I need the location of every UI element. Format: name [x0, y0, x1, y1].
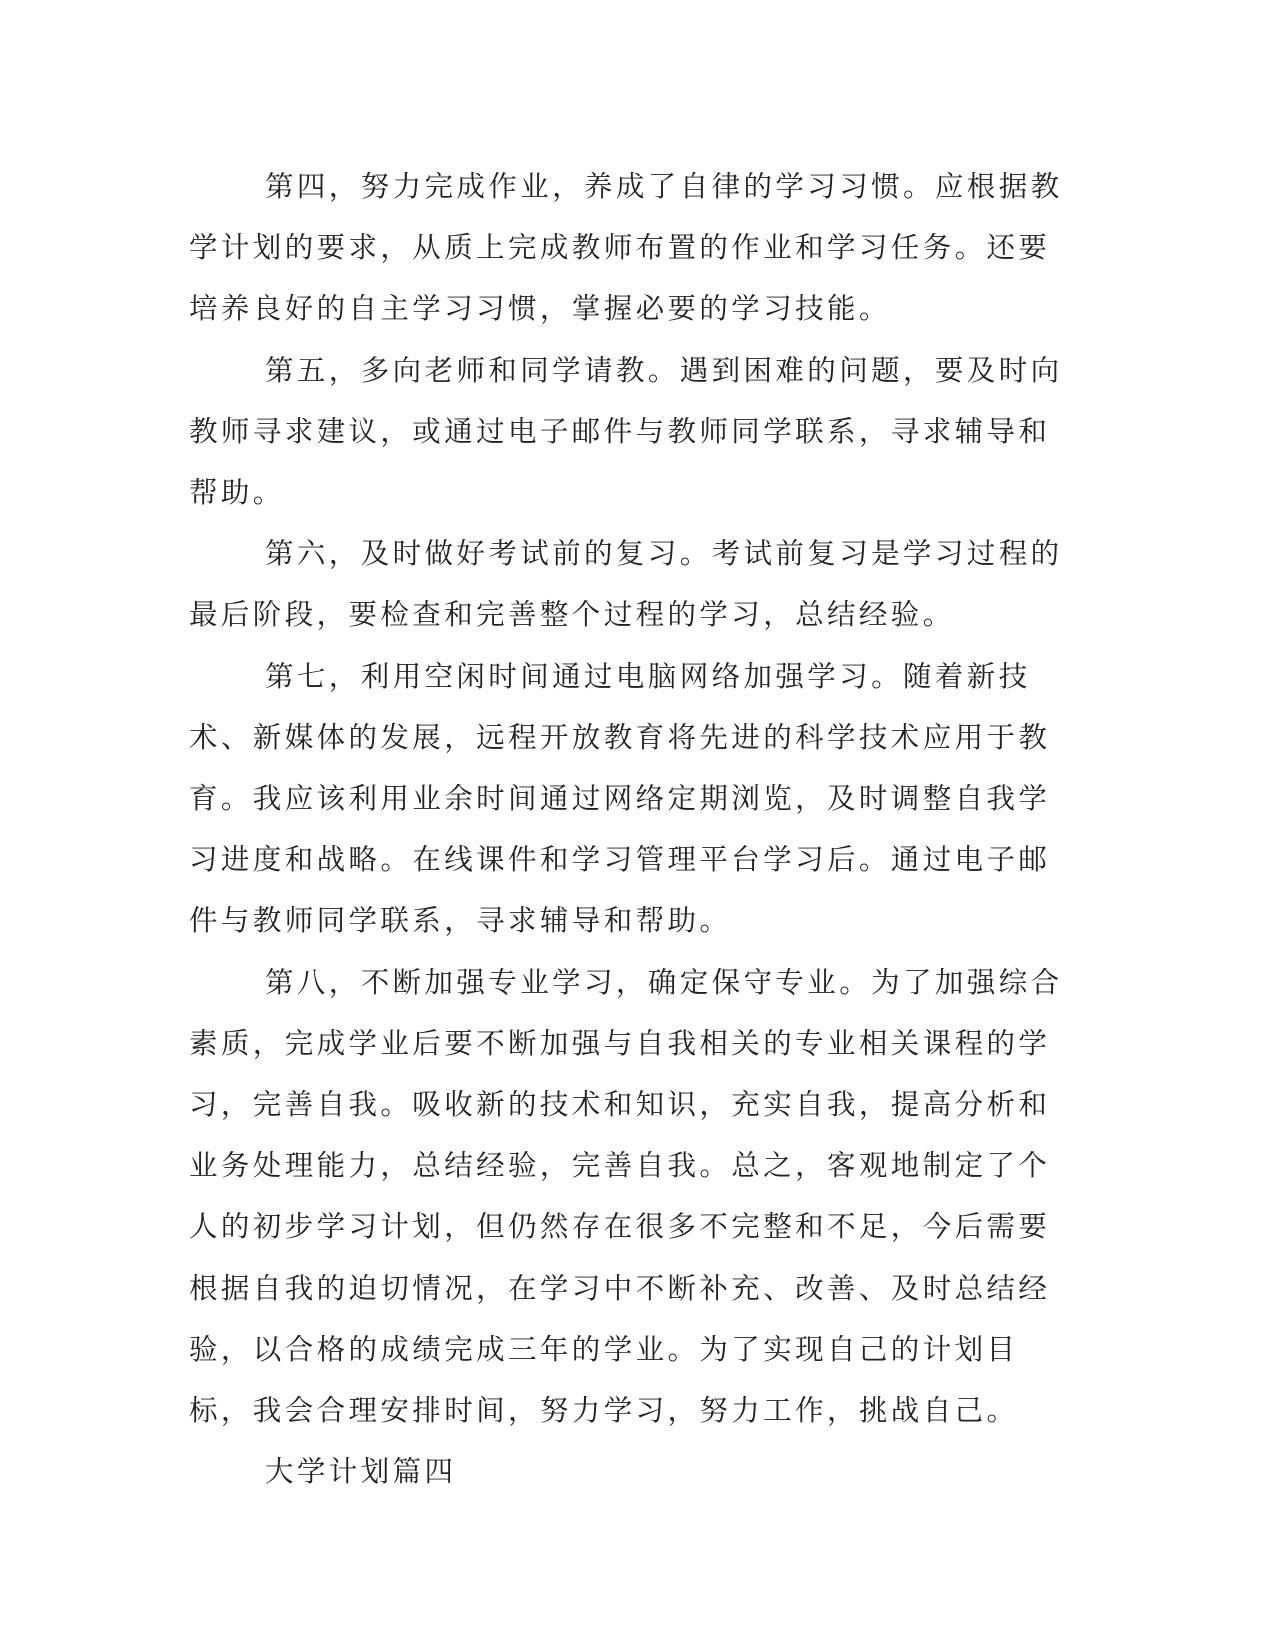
paragraph-seventh: 第七，利用空闲时间通过电脑网络加强学习。随着新技术、新媒体的发展，远程开放教育将先进的科学技术应用于教育。我应该利用业余时间通过网络定期浏览，及时调整自我学习进度和战略。在线课件和学习管理平台学习后。通过电子邮件与教师同学联系，寻求辅导和帮助。: [189, 659, 1051, 938]
paragraph-fourth: 第四，努力完成作业，养成了自律的学习习惯。应根据教学计划的要求，从质上完成教师布置的作业和学习任务。还要培养良好的自主学习习惯，掌握必要的学习技能。: [189, 170, 1063, 326]
document-body: [189, 156, 1069, 1502]
paragraph-eighth: 第八，不断加强专业学习，确定保守专业。为了加强综合素质，完成学业后要不断加强与自我相关的专业相关课程的学习，完善自我。吸收新的技术和知识，充实自我，提高分析和业务处理能力，总结经验，完善自我。总之，客观地制定了个人的初步学习计划，但仍然存在很多不完整和不足，今后需要根据自我的迫切情况，在学习中不断补充、改善、及时总结经验，以合格的成绩完成三年的学业。为了实现自己的计划目标，我会合理安排时间，努力学习，努力工作，挑战自己。: [189, 965, 1063, 1428]
section-heading: 大学计划篇四: [265, 1455, 457, 1489]
paragraph-fifth: 第五，多向老师和同学请教。遇到困难的问题，要及时向教师寻求建议，或通过电子邮件与教师同学联系，寻求辅导和帮助。: [189, 353, 1063, 510]
paragraph-sixth: 第六，及时做好考试前的复习。考试前复习是学习过程的最后阶段，要检查和完善整个过程的学习，总结经验。: [189, 537, 1063, 632]
